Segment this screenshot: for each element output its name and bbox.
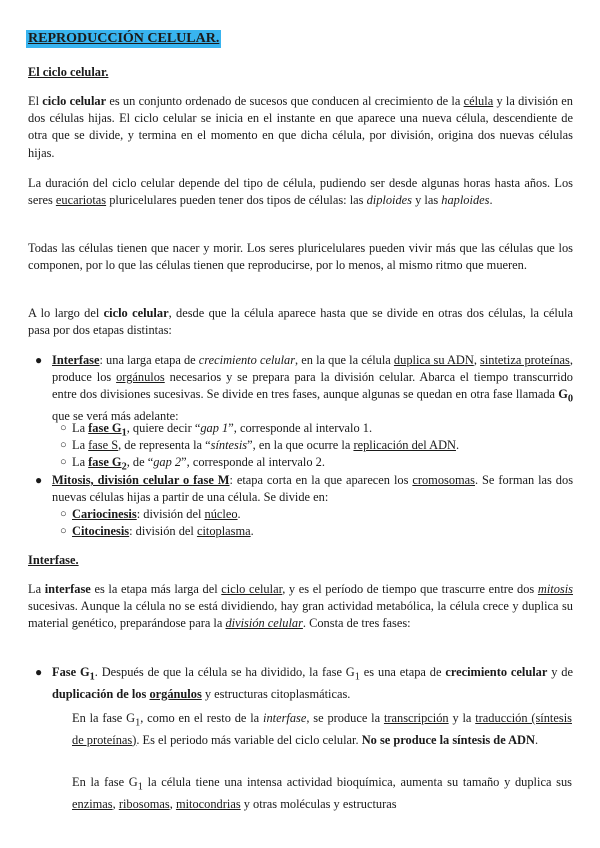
bullet-icon: ● [35, 665, 43, 679]
section-heading-interfase: Interfase. [28, 553, 79, 567]
list-item-text: Mitosis, división celular o fase M: etapa corta en la que aparecen los cromosomas. Se forman las dos nuevas células hijas a partir de una célula. Se divide en: [52, 473, 574, 505]
list-item-text: La fase $G_1$, quiere decir “gap 1”, corresponde al intervalo 1. [72, 421, 373, 439]
circle-bullet-icon: ○ [60, 508, 67, 520]
circle-bullet-icon: ○ [60, 422, 67, 434]
paragraph-ciclo-stages: A lo largo del ciclo celular, desde que la célula aparece hasta que se divide en otras dos células, la célula pasa por dos etapas distintas: [28, 306, 573, 338]
list-item-text: Citocinesis: división del citoplasma. [72, 524, 254, 538]
paragraph-g1-activity: En la fase $G_1$ la célula tiene una intensa actividad bioquímica, aumenta su tamaño y duplica sus enzimas, ribosomas, mitocondrias y otras moléculas y estructuras [72, 775, 572, 811]
paragraph-ciclo-definition: El ciclo celular es un conjunto ordenado de sucesos que conducen al crecimiento de la célula y la división en dos células hijas. El ciclo celular se inicia en el instante en que aparece una nueva célula, descendiente de otra que se divide, y termina en el momento en que dicha célula, por división, origina dos nuevas células hijas. [28, 94, 574, 160]
section-heading-ciclo: El ciclo celular. [28, 65, 109, 79]
paragraph-g1-detail: En la fase $G_1$, como en el resto de la interfase, se produce la transcripción y la traducción (síntesis de proteínas). Es el periodo más variable del ciclo celular. No se produce la síntesis de ADN. [72, 711, 572, 747]
circle-bullet-icon: ○ [60, 456, 67, 468]
bullet-icon: ● [35, 473, 43, 487]
circle-bullet-icon: ○ [60, 525, 67, 537]
list-item-text: Cariocinesis: división del núcleo. [72, 507, 241, 521]
circle-bullet-icon: ○ [60, 439, 67, 451]
page-title: REPRODUCCIÓN CELULAR. [28, 31, 220, 46]
paragraph-ciclo-duration: La duración del ciclo celular depende del tipo de célula, pudiendo ser desde algunas horas hasta años. Los seres eucariotas pluricelulares pueden tener dos tipos de células: las diploides y las haploides. [28, 176, 573, 208]
list-item-text: Interfase: una larga etapa de crecimiento celular, en la que la célula duplica su ADN, sintetiza proteínas, produce los orgánulos necesarios y se prepara para la división celular. Abarca el tiempo transcurrido entre dos divisiones sucesivas. Se divide en tres fases, aunque algunas se quedan en otra fase llamada $G_0$ que se verá más adelante: [52, 353, 573, 424]
list-item-text: Fase $G_1$. Después de que la célula se ha dividido, la fase $G_1$ es una etapa de crecimiento celular y de duplicación de los orgánulos y estructuras citoplasmáticas. [52, 665, 573, 701]
list-item-text: La fase S, de representa la “síntesis”, en la que ocurre la replicación del ADN. [72, 438, 460, 452]
list-item-text: La fase $G_2$, de “gap 2”, corresponde al intervalo 2. [72, 455, 325, 473]
bullet-icon: ● [35, 353, 43, 367]
paragraph-ciclo-life: Todas las células tienen que nacer y morir. Los seres pluricelulares pueden vivir más que las células que los componen, por lo que las células tienen que reproducirse, por lo menos, al mismo ritmo que mueren. [28, 241, 573, 273]
paragraph-interfase-definition: La interfase es la etapa más larga del ciclo celular, y es el período de tiempo que trascurre entre dos mitosis sucesivas. Aunque la célula no se está dividiendo, hay gran actividad metabólica, la célula crece y duplica su material genético, preparándose para la división celular. Consta de tres fases: [28, 582, 573, 631]
